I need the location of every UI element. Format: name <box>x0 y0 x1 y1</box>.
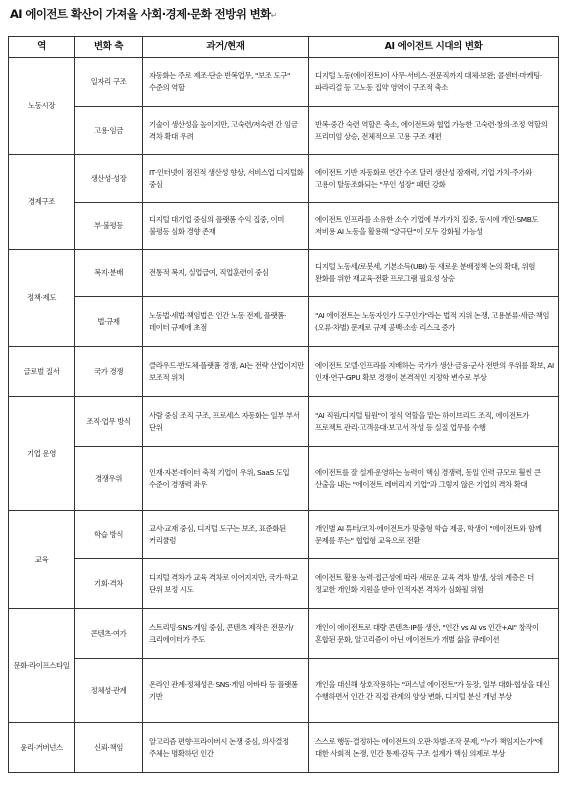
header-domain: 역 <box>9 37 75 58</box>
ai-cell: 에이전트 모델·인프라를 지배하는 국가가 생산·금융·군사 전반의 우위를 확보, AI 인재·연구·GPU 확보 경쟁이 본격적인 지정학 변수로 부상 <box>309 347 559 397</box>
table-row <box>9 347 559 397</box>
past-cell: 디지털 격차가 교육 격차로 이어지지만, 국가·학교 단위 보정 시도 <box>143 559 309 609</box>
axis-cell: 복지·분배 <box>75 250 143 297</box>
ai-cell: 에이전트 기반 자동화로 연간 수조 달러 생산성 잠재력, 기업 가치·주가와 고용이 탈동조화되는 "무인 성장" 패턴 강화 <box>309 155 559 203</box>
past-cell: 사람 중심 조직 구조, 프로세스 자동화는 일부 부서 단위 <box>143 397 309 447</box>
table-row <box>9 58 559 107</box>
header-axis: 변화 축 <box>75 37 143 58</box>
domain-cell: 문화·라이프스타일 <box>9 609 75 723</box>
ai-cell: "AI 직원/디지털 팀원"이 정식 역할을 맡는 하이브리드 조직, 에이전트가 프로젝트 관리·고객응대·보고서 작성 등 실질 업무를 수행 <box>309 397 559 447</box>
ai-cell: 개인별 AI 튜터/코치·에이전트가 맞춤형 학습 제공, 학생이 "에이전트와 함께 문제를 푸는" 협업형 교육으로 전환 <box>309 511 559 559</box>
document-title: AI 에이전트 확산이 가져올 사회·경제·문화 전방위 변화↵ <box>10 7 277 21</box>
axis-cell: 일자리 구조 <box>75 58 143 107</box>
axis-cell: 학습 방식 <box>75 511 143 559</box>
domain-cell: 글로벌 질서 <box>9 347 75 397</box>
past-cell: 전통적 복지, 실업급여, 직업훈련이 중심 <box>143 250 309 297</box>
table-row <box>9 659 559 723</box>
domain-cell: 경제구조 <box>9 155 75 250</box>
axis-cell: 콘텐츠·여가 <box>75 609 143 659</box>
past-cell: 온라인 관계·정체성은 SNS·게임 아바타 등 플랫폼 기반 <box>143 659 309 723</box>
ai-cell: 에이전트 활용 능력·접근성에 따라 새로운 교육 격차 발생, 상위 계층은 더 정교한 개인화 지원을 받아 인적자본 격차가 심화될 위험 <box>309 559 559 609</box>
domain-cell: 교육 <box>9 511 75 609</box>
past-cell: 교사·교재 중심, 디지털 도구는 보조, 표준화된 커리큘럼 <box>143 511 309 559</box>
table-row <box>9 559 559 609</box>
table-row <box>9 155 559 203</box>
ai-cell: 스스로 행동·결정하는 에이전트의 오판·차별·조작 문제, "누가 책임지는가"에 대한 사회적 논쟁, 인간 통제·감독 구조 설계가 핵심 의제로 부상 <box>309 723 559 773</box>
ai-cell: 반복·중간 숙련 역할은 축소, 에이전트와 협업 가능한 고숙련·창의·조정 역할의 프리미엄 상승, 전체적으로 고용 구조 재편 <box>309 107 559 155</box>
table-row <box>9 397 559 447</box>
axis-cell: 생산성·성장 <box>75 155 143 203</box>
ai-cell: 에이전트를 잘 설계·운영하는 능력이 핵심 경쟁력, 동일 인력 규모로 훨씬 큰 산출을 내는 "에이전트 레버리지 기업"과 그렇지 않은 기업의 격차 확대 <box>309 447 559 511</box>
axis-cell: 법·규제 <box>75 297 143 347</box>
domain-cell: 윤리·거버넌스 <box>9 723 75 773</box>
past-cell: 노동법·세법·책임법은 인간 노동 전제, 플랫폼·데이터 규제에 초점 <box>143 297 309 347</box>
ai-cell: 디지털 노동세/로봇세, 기본소득(UBI) 등 새로운 분배정책 논의 확대, 위험 완화를 위한 재교육·전환 프로그램 필요성 상승 <box>309 250 559 297</box>
axis-cell: 신뢰·책임 <box>75 723 143 773</box>
past-cell: 클라우드·반도체·플랫폼 경쟁, AI는 전략 산업이지만 보조적 위치 <box>143 347 309 397</box>
table-row <box>9 511 559 559</box>
ai-cell: 에이전트 인프라를 소유한 소수 기업에 부가가치 집중, 동시에 개인·SMB도 저비용 AI 노동을 활용해 "양극단"이 모두 강화될 가능성 <box>309 203 559 250</box>
domain-cell: 노동시장 <box>9 58 75 155</box>
domain-cell: 기업 운영 <box>9 397 75 511</box>
change-table <box>8 36 559 773</box>
axis-cell: 국가 경쟁 <box>75 347 143 397</box>
table-row <box>9 723 559 773</box>
table-row <box>9 609 559 659</box>
axis-cell: 조직·업무 방식 <box>75 397 143 447</box>
header-ai: AI 에이전트 시대의 변화 <box>309 37 559 58</box>
ai-cell: 개인을 대신해 상호작용하는 "퍼스널 에이전트"가 등장, 일부 대화·협상을 대신 수행하면서 인간 간 직접 관계의 양상 변화, 디지털 분신 개념 부상 <box>309 659 559 723</box>
past-cell: 디지털 대기업 중심의 플랫폼 수익 집중, 이미 불평등 심화 경향 존재 <box>143 203 309 250</box>
ai-cell: "AI 에이전트는 노동자인가 도구인가"라는 법적 지위 논쟁, 고용분류·세금·책임(오류·차별) 문제로 규제 공백·소송 리스크 증가 <box>309 297 559 347</box>
axis-cell: 고용·임금 <box>75 107 143 155</box>
table-row <box>9 447 559 511</box>
table-row <box>9 297 559 347</box>
axis-cell: 정체성·관계 <box>75 659 143 723</box>
table-row <box>9 203 559 250</box>
past-cell: 스트리밍·SNS·게임 중심, 콘텐츠 제작은 전문가/크리에이터가 주도 <box>143 609 309 659</box>
axis-cell: 부·불평등 <box>75 203 143 250</box>
ai-cell: 개인이 에이전트로 대량 콘텐츠·IP를 생산, "인간 vs AI vs 인간+AI" 창작이 혼합된 문화, 알고리즘이 아닌 에이전트가 개별 삶을 큐레이션 <box>309 609 559 659</box>
header-past: 과거/현재 <box>143 37 309 58</box>
past-cell: 자동화는 주로 제조·단순 반복업무, "보조 도구" 수준의 역할 <box>143 58 309 107</box>
table-row <box>9 250 559 297</box>
domain-cell: 정책·제도 <box>9 250 75 347</box>
axis-cell: 경쟁우위 <box>75 447 143 511</box>
header-row <box>9 37 559 58</box>
table-row <box>9 107 559 155</box>
past-cell: IT·인터넷이 점진적 생산성 향상, 서비스업 디지털화 중심 <box>143 155 309 203</box>
ai-cell: 디지털 노동(에이전트)이 사무·서비스·전문직까지 대체·보완; 콜센터·마케팅·파라리걸 등 고노동 집약 영역이 구조적 축소 <box>309 58 559 107</box>
past-cell: 인재·자본·데이터 축적 기업이 우위, SaaS 도입 수준이 경쟁력 좌우 <box>143 447 309 511</box>
axis-cell: 기회·격차 <box>75 559 143 609</box>
past-cell: 알고리즘 편향·프라이버시 논쟁 중심, 의사결정 주체는 명확하던 인간 <box>143 723 309 773</box>
past-cell: 기술이 생산성을 높이지만, 고숙련/저숙련 간 임금 격차 확대 우려 <box>143 107 309 155</box>
